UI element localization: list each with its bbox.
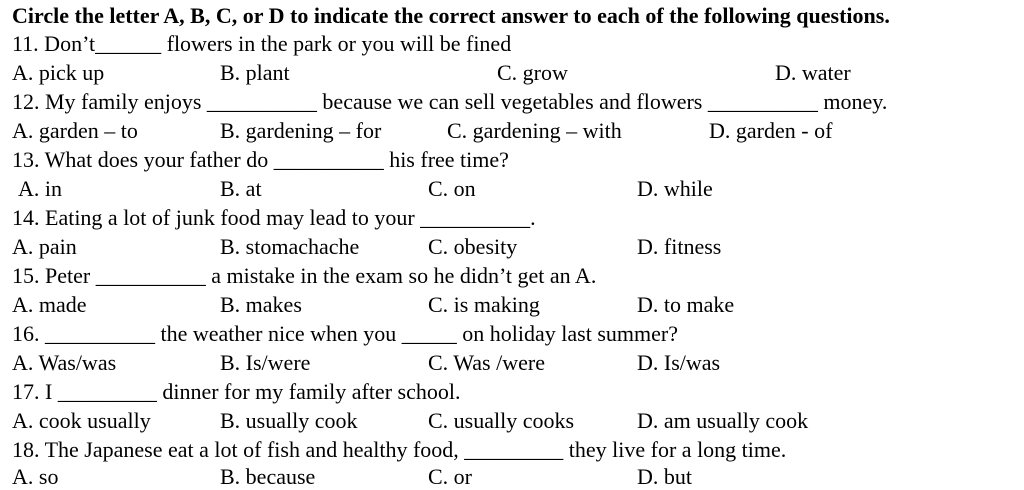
question-13-option-c: C. on (428, 176, 476, 201)
question-14-option-c: C. obesity (428, 234, 518, 259)
question-16-option-c: C. Was /were (428, 350, 545, 375)
question-14-option-a: A. pain (12, 234, 77, 259)
question-14-stem: 14. Eating a lot of junk food may lead to your __________. (12, 205, 536, 230)
question-16-option-b: B. Is/were (220, 350, 311, 375)
question-12-option-b: B. gardening – for (220, 118, 382, 143)
question-13-stem: 13. What does your father do __________ his free time? (12, 147, 509, 172)
question-12-option-c: C. gardening – with (447, 118, 622, 143)
question-15-option-b: B. makes (220, 292, 302, 317)
question-11-stem: 11. Don’t______ flowers in the park or you will be fined (12, 31, 512, 56)
question-14-option-b: B. stomachache (220, 234, 360, 259)
question-18-option-a: A. so (12, 464, 59, 489)
question-17-option-a: A. cook usually (12, 408, 151, 433)
question-12-option-d: D. garden - of (709, 118, 833, 143)
question-17-option-d: D. am usually cook (637, 408, 809, 433)
question-12-option-a: A. garden – to (12, 118, 138, 143)
question-17-option-b: B. usually cook (220, 408, 358, 433)
question-16-stem: 16. __________ the weather nice when you _____ on holiday last summer? (12, 321, 678, 346)
instruction-heading: Circle the letter A, B, C, or D to indicate the correct answer to each of the following questions. (12, 3, 890, 28)
question-18-option-b: B. because (220, 464, 316, 489)
question-15-option-c: C. is making (428, 292, 540, 317)
question-11-option-c: C. grow (497, 60, 568, 85)
question-18-option-d: D. but (637, 464, 692, 489)
question-14-option-d: D. fitness (637, 234, 722, 259)
question-15-option-d: D. to make (637, 292, 735, 317)
question-11-option-a: A. pick up (12, 60, 105, 85)
question-13-option-d: D. while (637, 176, 713, 201)
question-15-stem: 15. Peter __________ a mistake in the exam so he didn’t get an A. (12, 263, 597, 288)
question-13-option-a: A. in (18, 176, 62, 201)
question-15-option-a: A. made (12, 292, 87, 317)
question-16-option-a: A. Was/was (12, 350, 117, 375)
question-12-stem: 12. My family enjoys __________ because we can sell vegetables and flowers __________ money. (12, 89, 888, 114)
question-17-option-c: C. usually cooks (428, 408, 575, 433)
question-11-option-b: B. plant (220, 60, 290, 85)
question-13-option-b: B. at (220, 176, 262, 201)
question-11-option-d: D. water (775, 60, 851, 85)
question-18-stem: 18. The Japanese eat a lot of fish and healthy food, _________ they live for a long time. (12, 437, 787, 462)
question-17-stem: 17. I _________ dinner for my family after school. (12, 379, 461, 404)
question-16-option-d: D. Is/was (637, 350, 721, 375)
question-18-option-c: C. or (428, 464, 472, 489)
